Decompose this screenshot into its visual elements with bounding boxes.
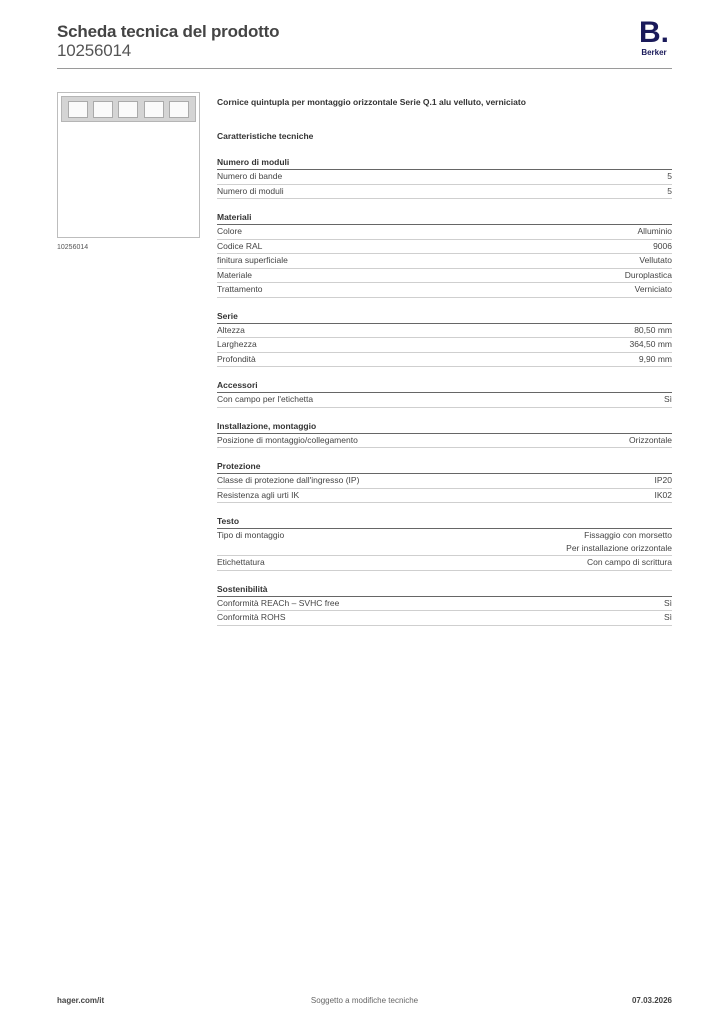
spec-section: [217, 156, 672, 199]
spec-content: [217, 96, 672, 626]
spec-value-line: Per installazione orizzontale: [566, 543, 672, 553]
spec-section: [217, 379, 672, 408]
spec-value: [635, 283, 672, 296]
product-image: [57, 92, 200, 238]
spec-row: [217, 324, 672, 339]
document-title: Scheda tecnica del prodotto: [57, 22, 280, 41]
spec-sections: [217, 156, 672, 626]
spec-value: [653, 240, 672, 253]
spec-value-line: 80,50 mm: [634, 324, 672, 335]
spec-label: Tipo di montaggio: [217, 530, 285, 540]
frame-illustration: [61, 96, 196, 122]
spec-label: Larghezza: [217, 339, 257, 349]
spec-value-line: IP20: [654, 475, 672, 485]
spec-row: [217, 529, 672, 556]
technical-heading: Caratteristiche tecniche: [217, 131, 314, 141]
page-header: [57, 16, 672, 70]
spec-value: [655, 474, 673, 487]
spec-value: [664, 597, 672, 610]
product-title: Cornice quintupla per montaggio orizzontale Serie Q.1 alu velluto, verniciato: [217, 97, 526, 107]
product-code: 10256014: [57, 41, 132, 60]
spec-row: [217, 170, 672, 185]
spec-label: Resistenza agli urti IK: [217, 489, 300, 500]
spec-value-line: 9006: [653, 240, 672, 251]
spec-row: [217, 489, 672, 504]
spec-row: [217, 556, 672, 571]
frame-module: [144, 101, 164, 118]
frame-module: [169, 101, 189, 118]
spec-value-line: IK02: [654, 489, 672, 500]
spec-row: [217, 611, 672, 626]
spec-value-line: Verniciato: [634, 284, 672, 294]
spec-label: finitura superficiale: [217, 255, 288, 265]
spec-label: Trattamento: [217, 284, 263, 294]
section-title: Protezione: [217, 460, 672, 474]
spec-row: [217, 283, 672, 298]
spec-row: [217, 225, 672, 240]
spec-label: Altezza: [217, 324, 245, 335]
spec-row: [217, 597, 672, 612]
footer-date: 07.03.2026: [631, 996, 672, 1005]
header-divider: [57, 68, 672, 69]
spec-label: Conformità REACh – SVHC free: [217, 597, 340, 608]
spec-value: [664, 393, 672, 406]
frame-module: [68, 101, 88, 118]
spec-value: [655, 489, 673, 502]
spec-label: Codice RAL: [217, 240, 263, 251]
spec-value: [629, 338, 672, 351]
spec-label: Classe di protezione dall'ingresso (IP): [217, 475, 360, 485]
logo-text: Berker: [641, 48, 667, 57]
spec-label: Posizione di montaggio/collegamento: [217, 434, 358, 445]
spec-value: [639, 353, 672, 366]
spec-value: [566, 529, 672, 555]
spec-section: [217, 310, 672, 368]
spec-section: [217, 211, 672, 298]
spec-label: Materiale: [217, 269, 252, 280]
spec-label: Con campo per l'etichetta: [217, 394, 314, 404]
spec-value: [667, 170, 672, 183]
spec-label: Etichettatura: [217, 557, 265, 567]
spec-value: [634, 324, 672, 337]
image-caption: 10256014: [57, 244, 89, 251]
section-title: Serie: [217, 310, 672, 324]
spec-value: [587, 556, 672, 569]
spec-value-line: Sì: [663, 394, 672, 404]
spec-section: [217, 515, 672, 571]
section-title: Testo: [217, 515, 672, 529]
spec-row: [217, 269, 672, 284]
section-title: Accessori: [217, 379, 672, 393]
spec-section: [217, 460, 672, 503]
frame-module: [93, 101, 113, 118]
berker-logo: [636, 16, 672, 57]
spec-section: [217, 583, 672, 626]
spec-value-line: 5: [667, 171, 672, 181]
spec-row: [217, 254, 672, 269]
spec-label: Conformità ROHS: [217, 612, 286, 622]
spec-row: [217, 393, 672, 408]
spec-value-line: Duroplastica: [624, 269, 672, 280]
section-title: Installazione, montaggio: [217, 420, 672, 434]
frame-module: [118, 101, 138, 118]
footer-note: Soggetto a modifiche tecniche: [310, 996, 419, 1005]
spec-value-line: Fissaggio con morsetto: [584, 530, 672, 540]
spec-row: [217, 185, 672, 200]
spec-row: [217, 240, 672, 255]
spec-row: [217, 353, 672, 368]
spec-value: [638, 225, 673, 238]
spec-label: Profondità: [217, 353, 256, 364]
spec-value-line: Vellutato: [639, 255, 672, 265]
spec-value-line: Alluminio: [637, 226, 672, 236]
spec-value: [639, 254, 672, 267]
spec-value: [629, 434, 672, 447]
spec-row: [217, 474, 672, 489]
section-title: Materiali: [217, 211, 672, 225]
section-title: Numero di moduli: [217, 156, 672, 170]
spec-value-line: 5: [667, 185, 672, 196]
spec-label: Numero di bande: [217, 171, 283, 181]
spec-row: [217, 434, 672, 449]
spec-value-line: Con campo di scrittura: [586, 557, 672, 567]
spec-value-line: 9,90 mm: [638, 353, 672, 364]
footer-website: hager.com/it: [57, 996, 105, 1005]
spec-row: [217, 338, 672, 353]
spec-value-line: Orizzontale: [629, 434, 672, 445]
spec-value: [667, 185, 672, 198]
spec-label: Numero di moduli: [217, 185, 284, 196]
spec-value-line: Sì: [663, 597, 672, 608]
section-title: Sostenibilità: [217, 583, 672, 597]
spec-label: Colore: [217, 226, 243, 236]
spec-section: [217, 420, 672, 449]
spec-value: [664, 611, 672, 624]
spec-value: [625, 269, 672, 282]
logo-mark: B.: [639, 16, 669, 49]
spec-value-line: 364,50 mm: [629, 339, 672, 349]
spec-value-line: Sì: [663, 612, 672, 622]
